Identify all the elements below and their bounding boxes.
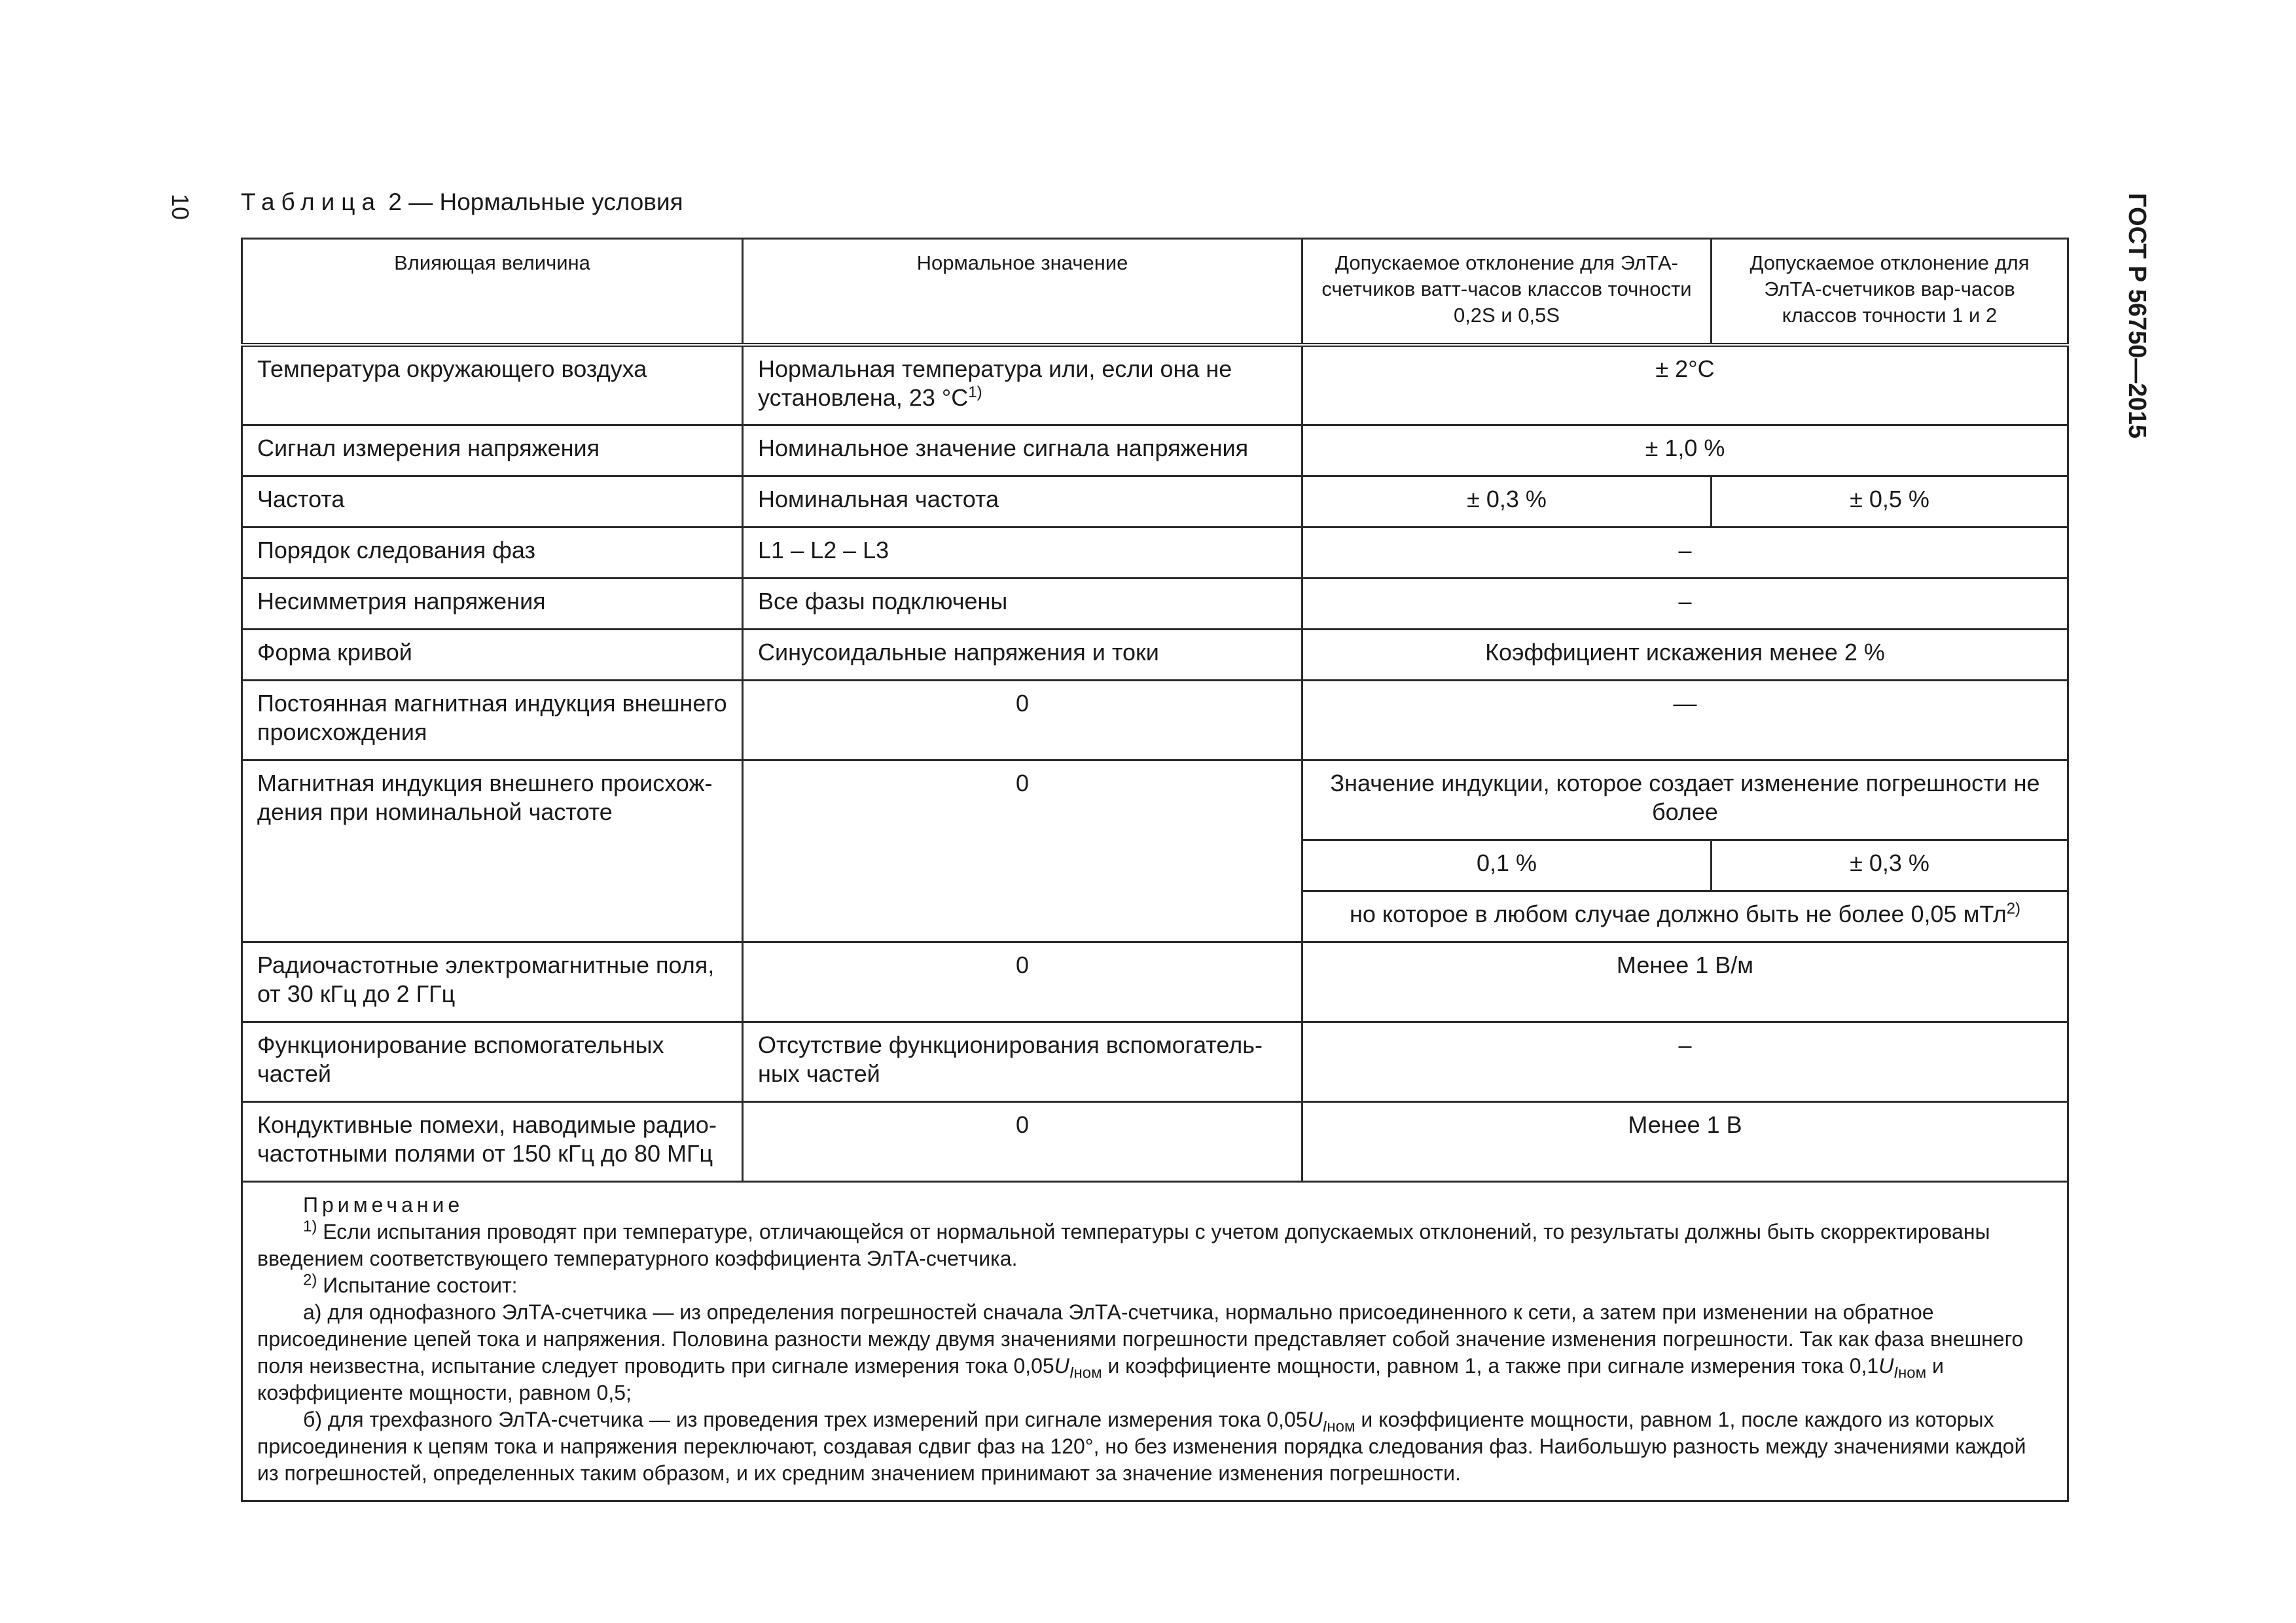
header-row: [242, 239, 2068, 346]
caption-number: 2: [388, 188, 402, 215]
cell-influence: Магнитная индукция внешнего происхож-дения при номинальной частоте: [242, 760, 743, 942]
cell-influence: Сигнал измерения напряжения: [242, 425, 743, 476]
cell-deviation: Менее 1 В/м: [1302, 942, 2068, 1022]
table-row: [242, 629, 2068, 680]
cell-deviation-bottom: но которое в любом случае должно быть не более 0,05 мТл$^{2)}$: [1302, 891, 2068, 942]
standard-code: ГОСТ Р 56750—2015: [2123, 193, 2151, 438]
table-row: [242, 1022, 2068, 1101]
table-row: [242, 476, 2068, 527]
caption-prefix: Таблица: [241, 188, 382, 215]
cell-deviation: ± 1,0 %: [1302, 425, 2068, 476]
cell-influence: Функционирование вспомогательных частей: [242, 1022, 743, 1101]
cell-influence: Форма кривой: [242, 629, 743, 680]
header-dev-var: Допускаемое отклонение для ЭлТА-счетчиков вар-часов классов точности 1 и 2: [1712, 239, 2068, 346]
header-influence: Влияющая величина: [242, 239, 743, 346]
note-row: [242, 1181, 2068, 1501]
table-caption: [241, 188, 683, 216]
cell-influence: Порядок следования фаз: [242, 527, 743, 578]
header-normal: Нормальное значение: [743, 239, 1302, 346]
table-row: [242, 760, 2068, 840]
table-row: [242, 578, 2068, 629]
cell-dev-var: ± 0,3 %: [1712, 840, 2068, 891]
cell-deviation: Коэффициент искажения менее 2 %: [1302, 629, 2068, 680]
note-title: Примечание: [303, 1192, 464, 1217]
cell-deviation: –: [1302, 578, 2068, 629]
table-note: [242, 1181, 2068, 1501]
note-2: $^{2)}$ Испытание состоит:: [303, 1270, 518, 1297]
page-number: 10: [167, 194, 194, 221]
cell-normal: Номинальное значение сигнала напряжения: [743, 425, 1302, 476]
cell-normal: 0: [743, 942, 1302, 1022]
cell-normal: Номинальная частота: [743, 476, 1302, 527]
cell-deviation: –: [1302, 1022, 2068, 1101]
cell-deviation: —: [1302, 680, 2068, 760]
table-row: [242, 527, 2068, 578]
conditions-table: [241, 238, 2069, 1502]
cell-influence: Радиочастотные электромагнитные поля, от 30 кГц до 2 ГГц: [242, 942, 743, 1022]
cell-influence: Температура окружающего воздуха: [242, 345, 743, 425]
cell-normal: 0: [743, 760, 1302, 942]
table-row: [242, 345, 2068, 425]
caption-dash: —: [408, 188, 433, 215]
cell-influence: Несимметрия напряжения: [242, 578, 743, 629]
cell-normal: L1 – L2 – L3: [743, 527, 1302, 578]
footnote-ref: 2): [2006, 899, 2021, 918]
cell-normal: Синусоидальные напряжения и токи: [743, 629, 1302, 680]
cell-deviation: Менее 1 В: [1302, 1101, 2068, 1181]
cell-normal: 0: [743, 680, 1302, 760]
table-row: [242, 425, 2068, 476]
note-2b: б) для трехфазного ЭлТА-счетчика — из проведения трех измерений при сигнале измерения тока $0,05U_{Iном}$ и коэффициенте мощности, равном 1, после каждого из которых присоединения к цепям тока и напряжения переключают, создавая сдвиг фаз на 120°, но без изменения порядка следования фаз. Наибольшую разность между значениями каждой из погрешностей, определенных таким образом, и их средним значением принимают за значение изменения погрешности.: [257, 1407, 2026, 1485]
cell-influence: Постоянная магнитная индукция внешнего происхождения: [242, 680, 743, 760]
cell-normal: Все фазы подключены: [743, 578, 1302, 629]
cell-normal: Нормальная температура или, если она не установлена, 23 $^\circ С^{1)}$: [743, 345, 1302, 425]
header-dev-watt: Допускаемое отклонение для ЭлТА-счетчиков ватт-часов классов точности 0,2S и 0,5S: [1302, 239, 1712, 346]
cell-influence: Кондуктивные помехи, наводимые радио-частотными полями от 150 кГц до 80 МГц: [242, 1101, 743, 1181]
cell-deviation-top: Значение индукции, которое создает изменение погрешности не более: [1302, 760, 2068, 840]
table-row: [242, 942, 2068, 1022]
note-2a: а) для однофазного ЭлТА-счетчика — из определения погрешностей сначала ЭлТА-счетчика, нормально присоединенного к сети, а затем при изменении на обратное присоединение цепей тока и напряжения. Половина разности между двумя значениями погрешности представляет собой значение изменения погрешности. Так как фаза внешнего поля неизвестна, испытание следует проводить при сигнале измерения тока $0,05U_{Iном}$ и коэффициенте мощности, равном 1, а также при сигнале измерения тока $0,1U_{Iном}$ и коэффициенте мощности, равном 0,5;: [257, 1300, 2024, 1404]
cell-influence: Частота: [242, 476, 743, 527]
table-row: [242, 680, 2068, 760]
footnote-ref: 1): [968, 383, 982, 401]
cell-normal: 0: [743, 1101, 1302, 1181]
table-row: [242, 1101, 2068, 1181]
cell-dev-watt: ± 0,3 %: [1302, 476, 1712, 527]
cell-dev-watt: 0,1 %: [1302, 840, 1712, 891]
caption-title: Нормальные условия: [439, 188, 683, 215]
cell-normal: Отсутствие функционирования вспомогатель-ных частей: [743, 1022, 1302, 1101]
note-1: $^{1)}$ Если испытания проводят при температуре, отличающейся от нормальной температуры с учетом допускаемых отклонений, то результаты должны быть скорректированы введением соответствующего температурного коэффициента ЭлТА-счетчика.: [257, 1217, 1990, 1270]
cell-deviation: ± 2°С: [1302, 345, 2068, 425]
cell-deviation: –: [1302, 527, 2068, 578]
cell-dev-var: ± 0,5 %: [1712, 476, 2068, 527]
